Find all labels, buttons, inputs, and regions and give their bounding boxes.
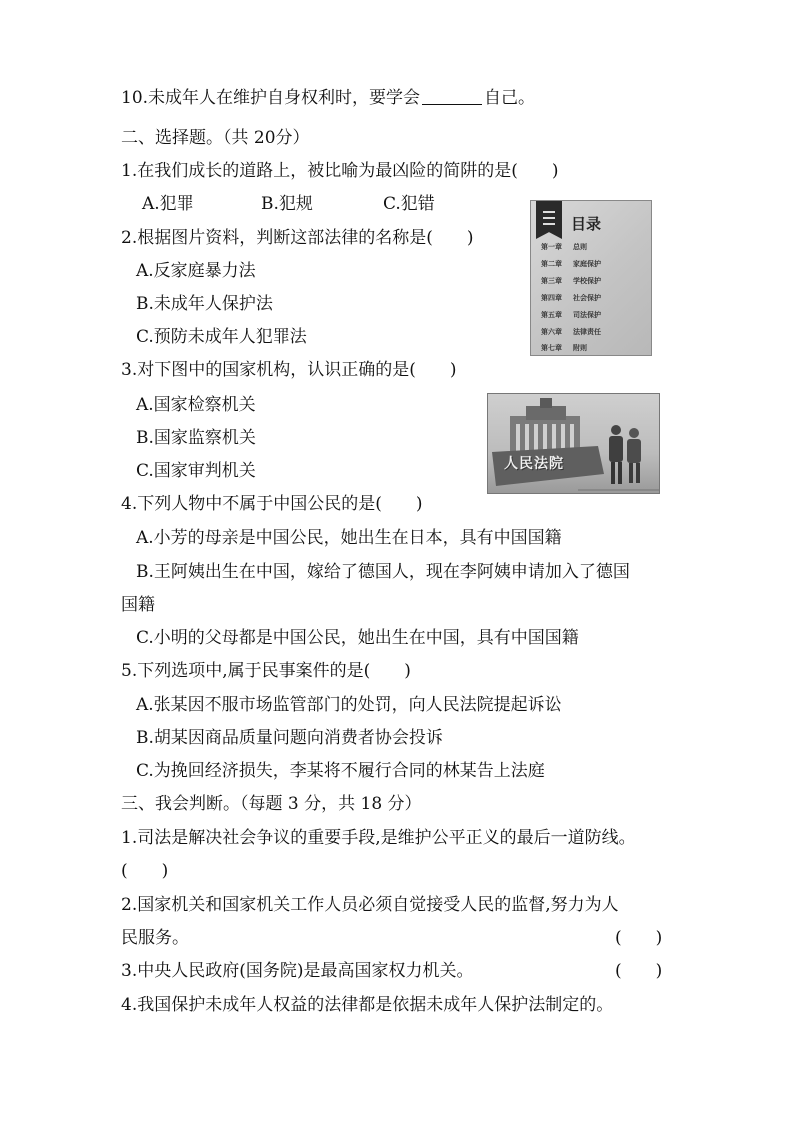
list-icon (536, 201, 562, 239)
toc-row: 第三章 学校保护 (541, 277, 601, 285)
toc-row: 第二章 家庭保护 (541, 260, 601, 268)
table-of-contents-photo (530, 200, 652, 356)
option-b[interactable]: B.未成年人保护法 (136, 294, 273, 314)
option-c[interactable]: C.为挽回经济损失，李某将不履行合同的林某告上法庭 (136, 761, 545, 781)
option-a[interactable]: A.犯罪 (142, 194, 194, 214)
court-sign: 人民法院 (504, 456, 564, 472)
toc-row: 第六章 法律责任 (541, 328, 601, 336)
toc-row: 第四章 社会保护 (541, 294, 601, 302)
question-10-suffix: 自己。 (484, 88, 536, 108)
judgement-2-continued: 民服务。 (121, 928, 189, 948)
question-3-stem: 3.对下图中的国家机构，认识正确的是( ) (121, 360, 457, 380)
court-building-illustration (488, 394, 659, 493)
toc-row: 第五章 司法保护 (541, 311, 601, 319)
judgement-4: 4.我国保护未成年人权益的法律都是依据未成年人保护法制定的。 (121, 995, 614, 1015)
question-10-prefix: 10.未成年人在维护自身权利时，要学会 (121, 88, 421, 108)
question-10 (121, 87, 535, 109)
option-c[interactable]: C.国家审判机关 (136, 461, 256, 481)
answer-blank[interactable] (422, 88, 482, 105)
option-b-continued: 国籍 (121, 595, 155, 615)
option-a[interactable]: A.小芳的母亲是中国公民，她出生在日本，具有中国国籍 (136, 528, 562, 548)
option-c[interactable]: C.预防未成年人犯罪法 (136, 327, 307, 347)
option-c[interactable]: C.犯错 (383, 194, 435, 214)
question-1-stem: 1.在我们成长的道路上，被比喻为最凶险的简阱的是( ) (121, 161, 559, 181)
option-b[interactable]: B.王阿姨出生在中国，嫁给了德国人，现在李阿姨申请加入了德国 (136, 562, 630, 582)
toc-row: 第七章 附则 (541, 344, 587, 352)
court-building-photo (487, 393, 660, 494)
option-a[interactable]: A.反家庭暴力法 (136, 261, 256, 281)
section-3-heading: 三、我会判断。（每题 3 分，共 18 分） (121, 794, 422, 814)
option-a[interactable]: A.张某因不服市场监管部门的处罚，向人民法院提起诉讼 (136, 695, 562, 715)
judgement-3: 3.中央人民政府(国务院)是最高国家权力机关。 (121, 961, 474, 981)
answer-parentheses[interactable]: ( ) (615, 928, 663, 948)
judgement-1: 1.司法是解决社会争议的重要手段,是维护公平正义的最后一道防线。 (121, 828, 636, 848)
question-2-stem: 2.根据图片资料，判断这部法律的名称是( ) (121, 228, 474, 248)
option-b[interactable]: B.胡某因商品质量问题向消费者协会投诉 (136, 728, 443, 748)
toc-title: 目录 (571, 215, 602, 233)
question-4-stem: 4.下列人物中不属于中国公民的是( ) (121, 494, 423, 514)
section-2-heading: 二、选择题。（共 20分） (121, 128, 310, 148)
judgement-2: 2.国家机关和国家机关工作人员必须自觉接受人民的监督,努力为人 (121, 895, 619, 915)
option-a[interactable]: A.国家检察机关 (136, 395, 256, 415)
toc-row: 第一章 总则 (541, 243, 587, 251)
answer-parentheses[interactable]: ( ) (121, 861, 169, 881)
option-b[interactable]: B.犯规 (261, 194, 313, 214)
option-c[interactable]: C.小明的父母都是中国公民，她出生在中国，具有中国国籍 (136, 628, 579, 648)
option-b[interactable]: B.国家监察机关 (136, 428, 256, 448)
answer-parentheses[interactable]: ( ) (615, 961, 663, 981)
question-5-stem: 5.下列选项中,属于民事案件的是( ) (121, 661, 411, 681)
